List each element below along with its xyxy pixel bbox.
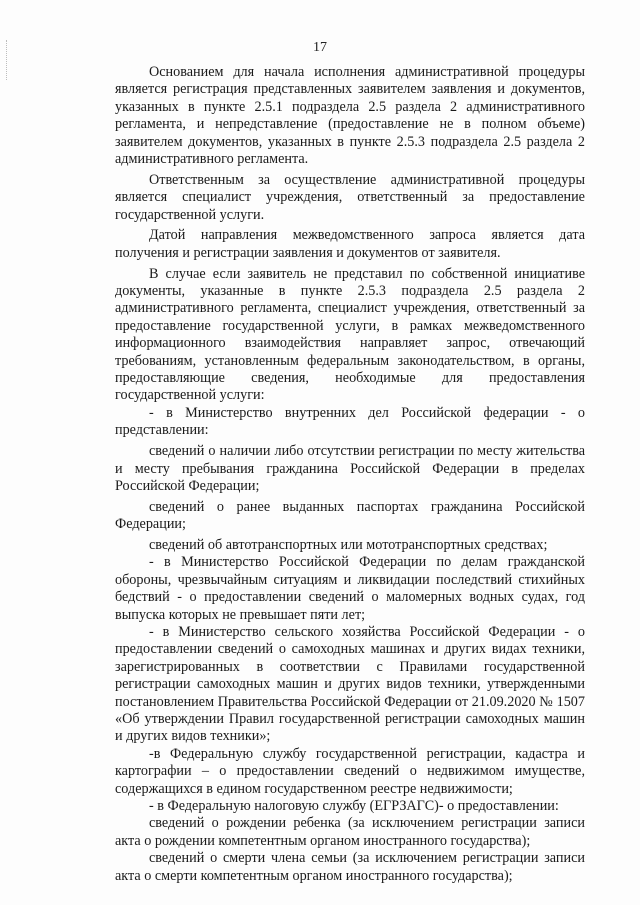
paragraph-mchs: - в Министерство Российской Федерации по делам гражданской обороны, чрезвычайным ситуациям и ликвидации последствий стихийных бедствий - о предоставлении сведений о маломерных водных судах, год выпуска которых не превышает пяти лет; [115,554,585,623]
paragraph-basis: Основанием для начала исполнения административной процедуры является регистрация представленных заявителем заявления и документов, указанных в пункте 2.5.1 подраздела 2.5 раздела 2 административного регламента, и непредставление (предоставление не в полном объеме) заявителем документов, указанных в пункте 2.5.3 подраздела 2.5 раздела 2 административного регламента. [115,64,585,168]
paragraph-death-info: сведений о смерти члена семьи (за исключением регистрации записи акта о смерти компетентным органом иностранного государства); [115,850,585,884]
paragraph-request-date: Датой направления межведомственного запроса является дата получения и регистрации заявления и документов от заявителя. [115,227,585,261]
document-body [115,64,585,885]
page-number: 17 [313,40,327,55]
paragraph-rosreestr: -в Федеральную службу государственной регистрации, кадастра и картографии – о предоставлении сведений о недвижимом имуществе, содержащихся в едином государственном реестре недвижимости; [115,745,585,797]
paragraph-minselhoz: - в Министерство сельского хозяйства Российской Федерации - о предоставлении сведений о самоходных машинах и других видах техники, зарегистрированных в соответствии с Правилами государственной регистрации самоходных машин и других видов техники, утвержденными постановлением Правительства Российской Федерации от 21.09.2020 № 1507 «Об утверждении Правил государственной регистрации самоходных машин и других видов техники»; [115,623,585,745]
paragraph-fns: - в Федеральную налоговую службу (ЕГРЗАГС)- о предоставлении: [149,798,559,814]
paragraph-interagency-request: В случае если заявитель не представил по собственной инициативе документы, указанные в пункте 2.5.3 подраздела 2.5 раздела 2 административного регламента, специалист учреждения, ответственный за предоставление государственной услуги, в рамках межведомственного информационного взаимодействия направляет запрос, отвечающий требованиям, установленным федеральным законодательством, в органы, предоставляющие сведения, необходимые для предоставления государственной услуги: [115,265,585,404]
paragraph-registration-info: сведений о наличии либо отсутствии регистрации по месту жительства и месту пребывания гражданина Российской Федерации в пределах Российской Федерации; [115,443,585,494]
paragraph-passports-info: сведений о ранее выданных паспортах гражданина Российской Федерации; [115,498,585,533]
paragraph-mvd: - в Министерство внутренних дел Российской федерации - о представлении: [115,404,585,439]
paragraph-vehicles-info: сведений об автотранспортных или мототранспортных средствах; [149,536,548,553]
paragraph-birth-info: сведений о рождении ребенка (за исключением регистрации записи акта о рождении компетентным органом иностранного государства); [115,815,585,849]
paragraph-responsible: Ответственным за осуществление административной процедуры является специалист учреждения, ответственный за предоставление государственной услуги. [115,171,585,223]
